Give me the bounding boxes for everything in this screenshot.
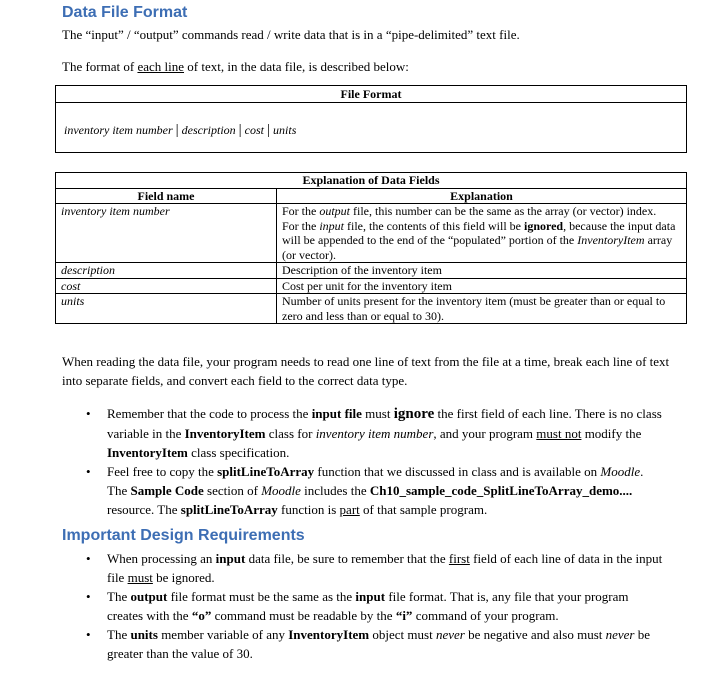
field-name: description — [56, 263, 277, 279]
field-name: inventory item number — [56, 204, 277, 263]
bullet-icon: • — [86, 589, 91, 604]
table-caption: Explanation of Data Fields — [56, 173, 687, 189]
section-title-design-requirements: Important Design Requirements — [62, 527, 305, 544]
intro-paragraph-2: The format of each line of text, in the data file, is described below: — [62, 59, 409, 74]
field-explanation: Cost per unit for the inventory item — [277, 278, 687, 294]
bullet-icon: • — [86, 551, 91, 566]
field-name: cost — [56, 278, 277, 294]
list-item: • Feel free to copy the splitLineToArray function that we discussed in class and is available on Moodle. The Sample Code section of Moodle includes the Ch10_sample_code_SplitLineToArray_demo.... resource. The splitLineToArray function is part of that sample program. — [86, 464, 644, 517]
list-item: • Remember that the code to process the input file must ignore the first field of each line. There is no class variable in the InventoryItem class for inventory item number, and your program must not modify the InventoryItem class specification. — [86, 406, 662, 460]
table-row — [56, 278, 687, 294]
intro-paragraph-1: The “input” / “output” commands read / write data that is in a “pipe-delimited” text file. — [62, 27, 520, 42]
bullet-list-1 — [86, 404, 666, 519]
bullet-icon: • — [86, 406, 91, 421]
list-item: • The units member variable of any InventoryItem object must never be negative and also must never be greater than the value of 30. — [86, 627, 651, 661]
list-item: • The output file format must be the same as the input file format. That is, any file that your program creates with the “o” command must be readable by the “i” command of your program. — [86, 589, 629, 623]
bullet-icon: • — [86, 464, 91, 479]
bullet-list-2 — [86, 549, 666, 663]
file-format-box — [55, 85, 687, 153]
table-row — [56, 294, 687, 324]
table-row — [56, 204, 687, 263]
table-row — [56, 263, 687, 279]
column-header-field-name: Field name — [56, 188, 277, 204]
field-explanation: Number of units present for the inventory item (must be greater than or equal to zero and less than or equal to 30). — [277, 294, 687, 324]
bullet-icon: • — [86, 627, 91, 642]
field-explanation: Description of the inventory item — [277, 263, 687, 279]
list-item: • When processing an input data file, be sure to remember that the first field of each line of data in the input file must be ignored. — [86, 551, 663, 585]
field-name: units — [56, 294, 277, 324]
data-fields-table — [55, 172, 687, 324]
section-title-data-file-format: Data File Format — [62, 4, 188, 21]
reading-paragraph: When reading the data file, your program needs to read one line of text from the file at a time, break each line of text into separate fields, and convert each field to the correct data type. — [62, 354, 670, 388]
file-format-line: inventory item number | description | cost | units — [64, 122, 297, 138]
field-explanation: For the output file, this number can be the same as the array (or vector) index. For the input file, the contents of this field will be ignored, because the input data will be appended to the end of the “populated” portion of the InventoryItem array (or vector). — [277, 204, 687, 263]
column-header-explanation: Explanation — [277, 188, 687, 204]
file-format-header: File Format — [56, 86, 686, 103]
